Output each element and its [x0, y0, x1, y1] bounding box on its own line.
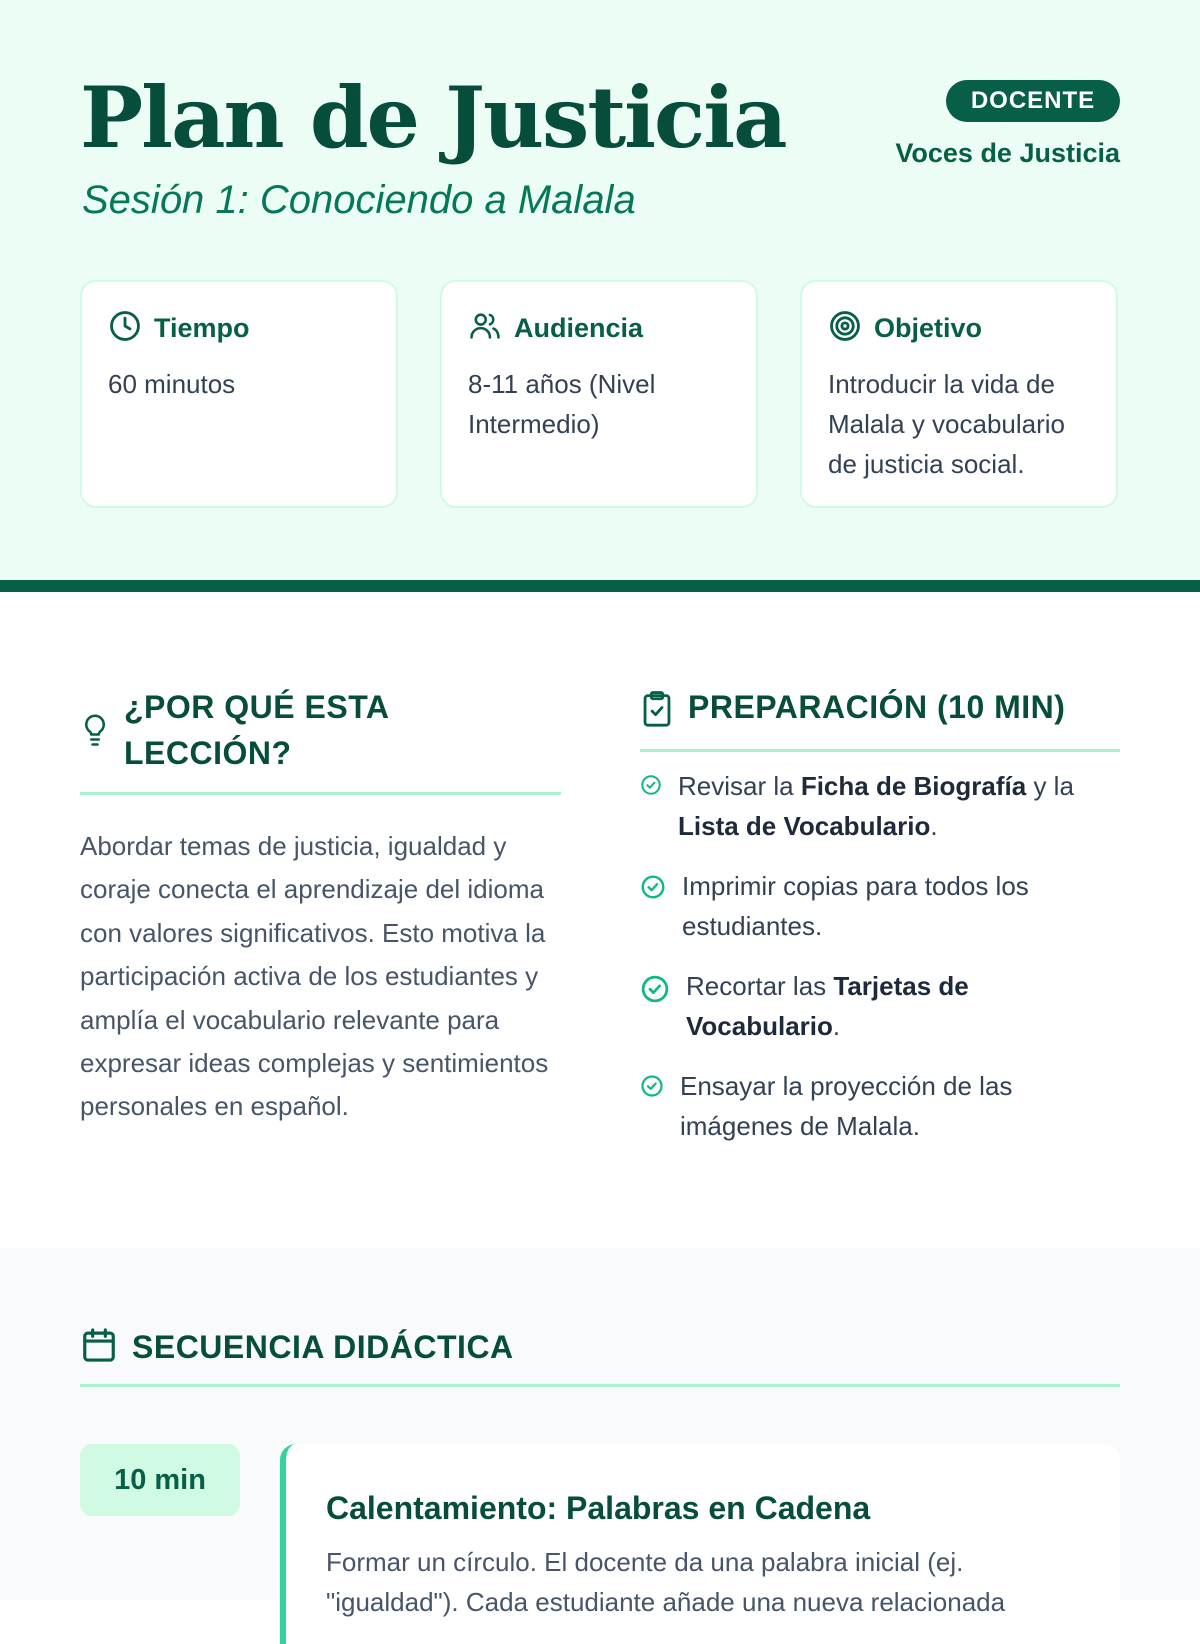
lightbulb-icon — [80, 684, 110, 757]
header — [0, 0, 1200, 592]
info-card-time — [80, 280, 398, 508]
step-card — [280, 1444, 1120, 1644]
step-title: Calentamiento: Palabras en Cadena — [326, 1490, 871, 1526]
info-card-audience-header — [468, 310, 730, 346]
calendar-icon — [80, 1326, 118, 1369]
target-icon — [828, 309, 862, 348]
why-heading-text: ¿POR QUÉ ESTA LECCIÓN? — [124, 689, 389, 771]
why-section — [80, 684, 561, 1155]
info-card-objective-value: Introducir la vida de Malala y vocabulario de justicia social. — [828, 369, 1066, 479]
info-card-objective — [800, 280, 1118, 508]
page-subtitle: Sesión 1: Conociendo a Malala — [82, 178, 636, 222]
clock-icon — [108, 309, 142, 348]
step-description: Formar un círculo. El docente da una palabra inicial (ej. "igualdad"). Cada estudiante añade una nueva relacionada — [326, 1547, 1006, 1617]
preparation-heading — [640, 684, 1120, 752]
preparation-item-text: Ensayar la proyección de las imágenes de Malala. — [680, 1071, 1013, 1141]
check-circle-icon — [640, 766, 662, 801]
why-heading — [80, 684, 561, 795]
preparation-list — [640, 766, 1120, 1146]
check-circle-icon — [640, 966, 670, 1009]
brand-name: Voces de Justicia — [895, 138, 1120, 168]
check-circle-icon — [640, 866, 666, 905]
preparation-item-text: Imprimir copias para todos los estudiantes. — [682, 871, 1029, 941]
sequence-heading — [80, 1324, 1120, 1387]
clipboard-check-icon — [640, 684, 674, 733]
info-card-objective-header — [828, 310, 1090, 346]
info-card-time-value: 60 minutos — [108, 369, 236, 399]
preparation-heading-text: PREPARACIÓN (10 MIN) — [688, 689, 1066, 725]
info-card-audience-label: Audiencia — [514, 312, 644, 343]
preparation-item-text: Recortar las Tarjetas de Vocabulario. — [686, 971, 969, 1041]
info-cards — [80, 280, 1120, 508]
preparation-item-text: Revisar la Ficha de Biografía y la Lista de Vocabulario. — [678, 771, 1074, 841]
step-duration-badge: 10 min — [80, 1444, 240, 1516]
info-card-audience-value: 8-11 años (Nivel Intermedio) — [468, 369, 656, 439]
info-card-time-header — [108, 310, 370, 346]
info-card-objective-label: Objetivo — [874, 312, 983, 343]
why-text: Abordar temas de justicia, igualdad y coraje conecta el aprendizaje del idioma con valores significativos. Esto motiva la participación activa de los estudiantes y amplía el vocabulario relevante para expresar ideas complejas y sentimientos personales en español. — [80, 831, 549, 1122]
preparation-section — [640, 684, 1120, 1166]
info-card-time-label: Tiempo — [154, 312, 250, 343]
list-item — [640, 966, 1120, 1046]
page-title: Plan de Justicia — [80, 68, 786, 167]
info-card-audience — [440, 280, 758, 508]
check-circle-icon — [640, 1066, 664, 1103]
list-item — [640, 866, 1120, 946]
sequence-heading-text: SECUENCIA DIDÁCTICA — [132, 1329, 514, 1365]
list-item — [640, 1066, 1120, 1146]
list-item — [640, 766, 1120, 846]
sequence-section — [0, 1248, 1200, 1617]
users-icon — [468, 309, 502, 348]
role-badge: DOCENTE — [946, 80, 1120, 122]
